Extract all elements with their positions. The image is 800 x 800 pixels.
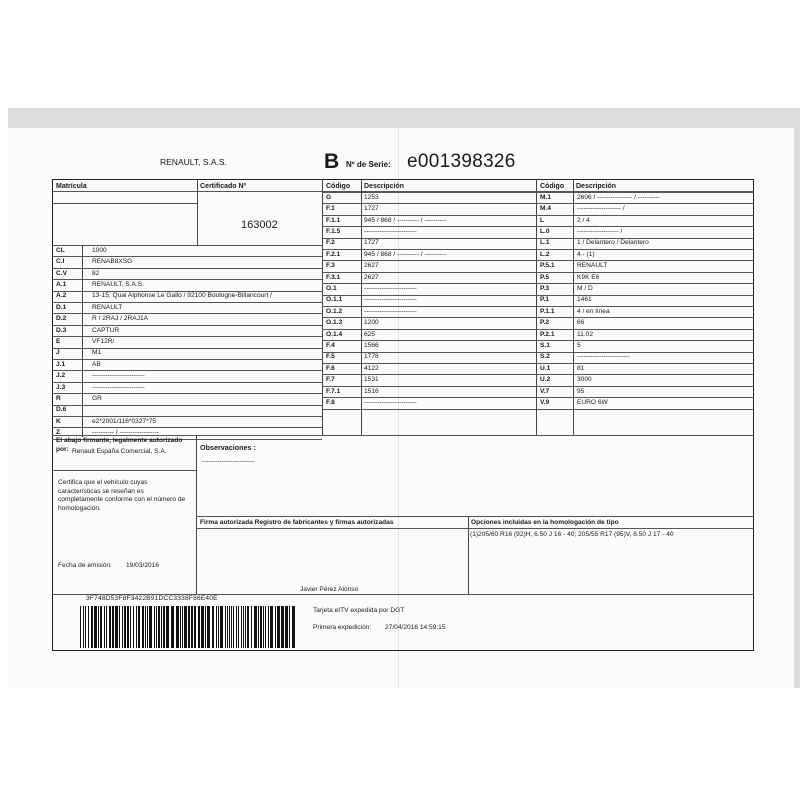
mid-field-value: 945 / 868 / ---------- / ---------- (364, 216, 447, 224)
mid-field-value: 945 / 868 / ---------- / ---------- (364, 250, 447, 258)
right-row-rule (536, 317, 754, 318)
right-field-value: 4 - (1) (577, 250, 595, 258)
mid-field-code: F.7 (326, 376, 335, 384)
left-field-value: 13-15, Quai Alphonse Le Gallo / 92100 Boulogne-Billancourt / (92, 292, 272, 300)
right-field-code: M.1 (540, 193, 551, 201)
mid-row-rule (322, 283, 536, 284)
right-field-value: K9K E6 (577, 273, 600, 281)
right-field-code: V.7 (540, 387, 550, 395)
left-field-code: D.3 (56, 326, 67, 334)
right-field-value: 1 / Delantero / Delantero (577, 239, 649, 247)
barcode-bar (277, 606, 280, 648)
certificado-divider (197, 179, 198, 245)
barcode-bar (263, 606, 264, 648)
left-field-code: E (56, 338, 61, 345)
left-field-code: D.1 (56, 303, 67, 311)
barcode-bar (194, 606, 196, 648)
right-field-code: P.2 (540, 319, 550, 327)
left-field-value: e2*2001/116*0327*75 (92, 417, 157, 425)
firmante-name: Javier Pérez Alonso (300, 586, 359, 593)
matricula-label: Matrícula (56, 183, 87, 190)
right-row-rule (536, 306, 754, 307)
barcode-bar (104, 606, 105, 648)
right-field-value: EURO 6W (577, 399, 608, 406)
mid-field-code: O.1 (326, 285, 337, 292)
right-code-header: Código (540, 183, 565, 190)
barcode-bar (201, 606, 204, 648)
left-field-code: J (56, 349, 60, 357)
mid-row-rule (322, 203, 536, 204)
barcode-bar (216, 606, 217, 648)
right-field-value: M / D (577, 285, 593, 292)
left-field-value: M1 (92, 349, 102, 357)
opciones-value: (1)205/60 R16 (92)H, 6.50 J 16 - 40; 205/55 R17 (95)V, 6.50 J 17 - 40 (470, 531, 674, 538)
barcode-bar (80, 606, 81, 648)
mid-field-value: ------------------------ (364, 285, 417, 292)
mid-field-code: F.5 (326, 353, 335, 361)
mid-field-value: 1516 (364, 387, 379, 395)
barcode-bar (154, 606, 155, 648)
right-field-code: P.5.1 (540, 262, 555, 270)
por-rule (52, 470, 196, 471)
left-field-value: RENAULT, S.A.S. (92, 281, 144, 288)
certificado-label: Certificado Nº (200, 183, 247, 190)
barcode-bar (145, 606, 146, 648)
barcode-bar (258, 606, 259, 648)
right-row-rule (536, 352, 754, 353)
barcode-bar (98, 606, 99, 648)
barcode-bar (112, 606, 114, 648)
right-row-rule (536, 340, 754, 341)
left-code-divider (82, 245, 83, 437)
right-field-code: P.1 (540, 296, 550, 304)
barcode-bar (184, 606, 187, 648)
barcode-bar (231, 606, 232, 648)
mid-row-rule (322, 192, 536, 193)
left-field-value: ---------- / ------------------ (92, 429, 159, 437)
left-field-code: D.2 (56, 315, 67, 323)
right-field-code: S.1 (540, 342, 550, 349)
right-field-code: L.2 (540, 250, 550, 258)
mid-code-header: Código (326, 183, 351, 190)
right-field-value: 11.02 (577, 330, 594, 338)
barcode-bar (281, 606, 284, 648)
barcode-bar (115, 606, 118, 648)
barcode-bar (94, 606, 97, 648)
matricula-rule (52, 203, 198, 204)
barcode-bar (289, 606, 290, 648)
mid-field-code: F.8 (326, 399, 335, 406)
firma-label: Firma autorizada Registro de fabricantes y firmas autorizadas (200, 519, 394, 526)
mid-field-code: F.7.1 (326, 387, 341, 395)
mid-row-rule (322, 238, 536, 239)
left-field-code: CL (56, 246, 65, 254)
left-field-value: 82 (92, 269, 100, 277)
mid-field-code: F.1.5 (326, 228, 341, 235)
mid-code-divider (361, 179, 362, 435)
por-value: Renault España Comercial, S.A. (72, 448, 167, 455)
barcode-bar (292, 606, 295, 648)
mid-row-rule (322, 386, 536, 387)
left-field-code: J.1 (56, 360, 66, 368)
form-letter: B (324, 150, 340, 173)
right-row-rule (536, 226, 754, 227)
barcode-bar (227, 606, 228, 648)
opciones-label: Opciones incluidas en la homologación de tipo (471, 519, 619, 526)
mid-row-rule (322, 363, 536, 364)
mid-field-code: F.3 (326, 262, 335, 270)
barcode-bar (100, 606, 102, 648)
mid-field-value: 1200 (364, 319, 379, 327)
barcode-bar (161, 606, 162, 648)
mid-field-value: 2627 (364, 273, 379, 281)
right-field-code: U.1 (540, 364, 551, 372)
left-field-code: A.1 (56, 281, 67, 288)
mid-field-value: ------------------------ (364, 228, 417, 235)
right-row-rule (536, 409, 754, 410)
left-field-code: K (56, 417, 61, 425)
left-field-code: J.3 (56, 383, 66, 391)
right-field-value: 81 (577, 364, 585, 372)
right-field-value: 5 (577, 342, 581, 349)
mid-row-rule (322, 260, 536, 261)
barcode-bar (218, 606, 219, 648)
barcode-bar (233, 606, 234, 648)
mid-field-code: F.4 (326, 342, 335, 349)
right-field-value: RENAULT (577, 262, 608, 270)
firma-top-rule (196, 516, 754, 517)
barcode-bar (225, 606, 226, 648)
right-row-rule (536, 295, 754, 296)
barcode-bar (238, 606, 239, 648)
left-field-code: A.2 (56, 292, 67, 300)
barcode-bar (147, 606, 148, 648)
right-field-value: 95 (577, 387, 585, 395)
mid-row-rule (322, 295, 536, 296)
por-label: por: (56, 446, 69, 453)
barcode-bar (142, 606, 144, 648)
mid-field-code: F.3.1 (326, 273, 341, 281)
mid-field-code: O.1.4 (326, 330, 343, 338)
left-field-value: AB (92, 360, 101, 368)
barcode-bar (205, 606, 206, 648)
right-field-value: 1461 (577, 296, 592, 304)
barcode-bar (106, 606, 107, 648)
left-row-rule (52, 405, 322, 406)
mid-row-rule (322, 306, 536, 307)
mid-desc-header: Descripción (364, 183, 405, 190)
barcode-bar (119, 606, 120, 648)
certificado-number: 163002 (241, 219, 278, 231)
right-row-rule (536, 283, 754, 284)
right-field-code: S.2 (540, 353, 550, 361)
left-field-code: C.I (56, 258, 65, 266)
barcode-bar (163, 606, 165, 648)
barcode-bar (127, 606, 129, 648)
right-row-rule (536, 329, 754, 330)
mid-field-value: 1253 (364, 193, 379, 201)
right-row-rule (536, 363, 754, 364)
barcode-bar (91, 606, 93, 648)
right-field-code: L.1 (540, 239, 550, 247)
barcode-bar (236, 606, 237, 648)
right-field-value: 3000 (577, 376, 592, 384)
mid-row-rule (322, 226, 536, 227)
barcode-bar (130, 606, 131, 648)
barcode-bar (207, 606, 210, 648)
barcode-bar (85, 606, 86, 648)
right-field-value: 4 / en línea (577, 307, 610, 315)
right-field-value: 66 (577, 319, 585, 327)
lower-left-divider (196, 435, 197, 594)
left-field-value: ------------------------ (92, 372, 145, 380)
barcode-bar (166, 606, 169, 648)
mid-row-rule (322, 397, 536, 398)
mid-field-value: 1778 (364, 353, 379, 361)
right-field-code: P.3 (540, 285, 550, 292)
fecha-label: Fecha de emisión: (58, 562, 112, 569)
barcode-bar (158, 606, 160, 648)
serie-label: Nº de Serie: (346, 160, 391, 169)
right-row-rule (536, 374, 754, 375)
barcode-bar (260, 606, 262, 648)
barcode-bar (138, 606, 140, 648)
barcode-bar (188, 606, 190, 648)
barcode (80, 606, 300, 648)
right-field-code: P.2.1 (540, 330, 555, 338)
mid-field-code: F.6 (326, 364, 335, 372)
observaciones-label: Observaciones : (200, 443, 256, 452)
opciones-divider (468, 516, 469, 594)
barcode-bar (275, 606, 276, 648)
mid-field-code: F.2.1 (326, 250, 341, 258)
left-field-value: VF12R/ (92, 338, 115, 345)
mid-field-value: 2627 (364, 262, 379, 270)
mid-field-value: 1566 (364, 342, 379, 349)
mid-field-code: F.1 (326, 205, 335, 213)
mid-field-value: ------------------------ (364, 399, 417, 406)
barcode-bar (251, 606, 252, 648)
barcode-bar (109, 606, 111, 648)
barcode-bar (182, 606, 183, 648)
right-row-rule (536, 272, 754, 273)
left-field-value: GR (92, 395, 102, 402)
right-row-rule (536, 260, 754, 261)
mid-row-rule (322, 317, 536, 318)
barcode-bar (254, 606, 257, 648)
barcode-bar (241, 606, 242, 648)
barcode-bar (243, 606, 244, 648)
left-field-code: C.V (56, 269, 67, 277)
right-row-rule (536, 397, 754, 398)
hash-code: 3F748D53F8F3422B91DCC3338F86E40E (86, 595, 218, 602)
right-field-value: ------------------------ (577, 353, 630, 361)
mid-field-code: O.1.3 (326, 319, 343, 327)
left-field-value: ------------------------ (92, 383, 145, 391)
mid-field-code: O.1.1 (326, 296, 343, 304)
mid-row-rule (322, 352, 536, 353)
left-field-value: RENAULT (92, 303, 123, 311)
right-field-code: L.0 (540, 228, 550, 235)
barcode-bar (133, 606, 134, 648)
barcode-bar (180, 606, 181, 648)
mid-row-rule (322, 272, 536, 273)
barcode-bar (247, 606, 249, 648)
barcode-bar (268, 606, 269, 648)
right-code-divider (573, 179, 574, 435)
right-field-code: U.2 (540, 376, 551, 384)
right-field-value: 2 / 4 (577, 216, 590, 224)
mid-field-value: 1727 (364, 239, 379, 247)
mid-field-value: ------------------------ (364, 296, 417, 304)
left-field-value: RENAB8XSG (92, 258, 133, 266)
mid-field-code: F.2 (326, 239, 335, 247)
barcode-bar (191, 606, 193, 648)
right-field-value: -------------------- / (577, 205, 625, 213)
left-field-code: R (56, 395, 61, 402)
right-field-code: V.9 (540, 399, 550, 406)
company-name: RENAULT, S.A.S. (160, 157, 227, 167)
barcode-bar (220, 606, 223, 648)
right-field-code: P.5 (540, 273, 550, 281)
barcode-bar (270, 606, 273, 648)
left-field-value: 1000 (92, 246, 107, 254)
right-row-rule (536, 249, 754, 250)
certifica-text: Certifica que el vehículo cuyas características se reseñan es completamente conforme con el número de homologación. (58, 479, 186, 512)
right-desc-header: Descripción (576, 183, 617, 190)
right-field-code: M.4 (540, 205, 551, 213)
mid-row-rule (322, 374, 536, 375)
mid-field-code: O.1.2 (326, 307, 343, 315)
barcode-bar (156, 606, 157, 648)
mid-field-value: ------------------------ (364, 307, 417, 315)
barcode-bar (265, 606, 266, 648)
mid-field-value: 1531 (364, 376, 379, 384)
right-field-code: P.1.1 (540, 307, 555, 315)
left-field-code: Z (56, 429, 61, 437)
mid-row-rule (322, 340, 536, 341)
observaciones-value: ------------------------ (202, 458, 255, 465)
primera-label: Primera expedición: (313, 624, 372, 631)
barcode-bar (285, 606, 288, 648)
barcode-bar (124, 606, 126, 648)
barcode-bar (171, 606, 174, 648)
primera-value: 27/04/2016 14:59:15 (385, 624, 446, 631)
barcode-bar (229, 606, 230, 648)
mid-field-code: G (326, 193, 332, 201)
mid-field-value: 1727 (364, 205, 379, 213)
serie-number: e001398326 (407, 151, 516, 172)
right-row-rule (536, 215, 754, 216)
right-field-value: 2606 / ---------------- / ---------- (577, 193, 660, 201)
right-row-rule (536, 203, 754, 204)
right-field-code: L (540, 216, 545, 224)
barcode-bar (198, 606, 200, 648)
firma-header-rule (196, 528, 754, 529)
barcode-bar (245, 606, 246, 648)
left-field-value: CAPTUR (92, 326, 120, 334)
mid-field-value: 4122 (364, 364, 379, 372)
mid-row-rule (322, 409, 536, 410)
mid-row-rule (322, 329, 536, 330)
right-row-rule (536, 386, 754, 387)
barcode-bar (176, 606, 179, 648)
abajo-label: El abajo firmante, legalmente autorizado (56, 437, 183, 444)
left-field-value: R / 2RAJ / 2RAJ1A (92, 315, 149, 323)
barcode-bar (212, 606, 214, 648)
barcode-bar (122, 606, 123, 648)
mid-field-code: F.1.1 (326, 216, 341, 224)
right-field-value: ------------------- / (577, 228, 623, 235)
mid-field-value: 625 (364, 330, 376, 338)
barcode-bar (88, 606, 89, 648)
left-field-code: D.6 (56, 406, 67, 414)
barcode-bar (83, 606, 84, 648)
barcode-bar (149, 606, 152, 648)
barcode-bar (136, 606, 137, 648)
fecha-value: 19/03/2016 (126, 562, 160, 569)
left-field-code: J.2 (56, 372, 66, 380)
tarjeta-text: Tarjeta eITV expedida por DGT (313, 607, 405, 614)
